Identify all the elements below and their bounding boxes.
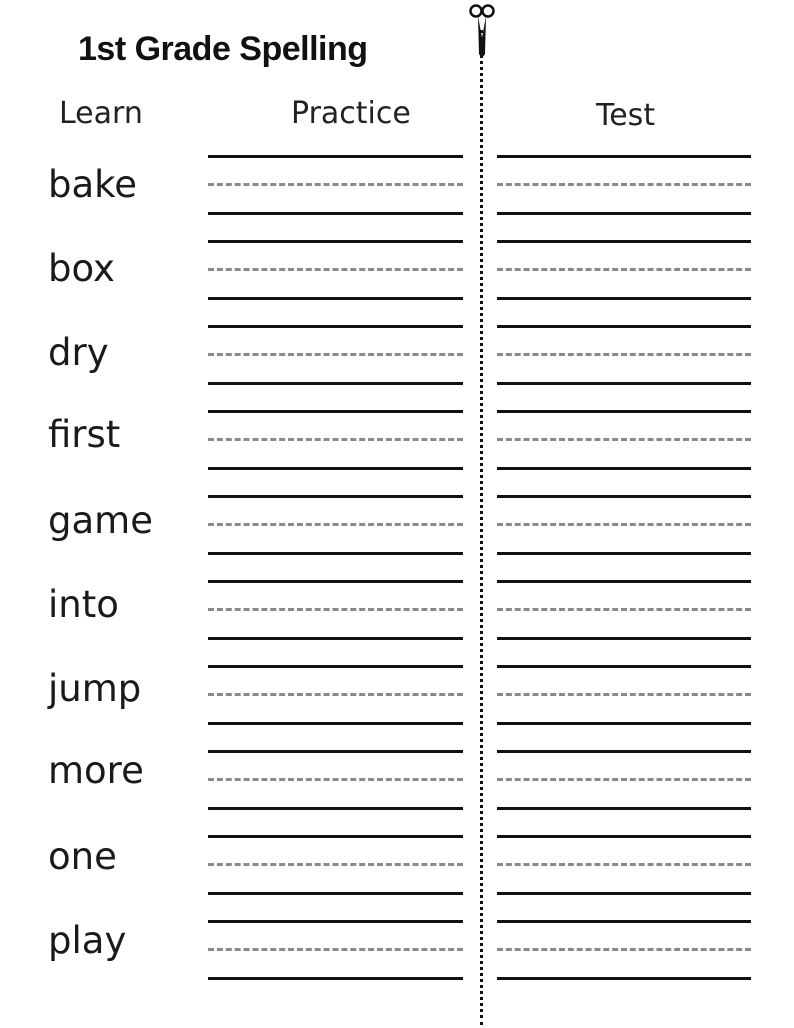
test-base-line bbox=[497, 297, 751, 300]
spelling-word: one bbox=[48, 835, 117, 878]
spelling-word: first bbox=[48, 413, 121, 456]
practice-base-line bbox=[208, 807, 463, 810]
test-mid-line bbox=[497, 948, 751, 951]
spelling-word: dry bbox=[48, 331, 109, 374]
spelling-word: game bbox=[48, 499, 153, 542]
spelling-word: jump bbox=[48, 667, 142, 710]
spelling-word: into bbox=[48, 583, 119, 626]
practice-base-line bbox=[208, 297, 463, 300]
test-base-line bbox=[497, 977, 751, 980]
practice-top-line bbox=[208, 410, 463, 413]
practice-top-line bbox=[208, 240, 463, 243]
practice-top-line bbox=[208, 665, 463, 668]
test-top-line bbox=[497, 410, 751, 413]
practice-top-line bbox=[208, 495, 463, 498]
practice-base-line bbox=[208, 977, 463, 980]
practice-mid-line bbox=[208, 863, 463, 866]
test-mid-line bbox=[497, 608, 751, 611]
practice-mid-line bbox=[208, 438, 463, 441]
test-base-line bbox=[497, 637, 751, 640]
test-mid-line bbox=[497, 693, 751, 696]
practice-mid-line bbox=[208, 523, 463, 526]
test-top-line bbox=[497, 155, 751, 158]
practice-base-line bbox=[208, 637, 463, 640]
practice-mid-line bbox=[208, 183, 463, 186]
spelling-word: bake bbox=[48, 163, 138, 206]
test-mid-line bbox=[497, 863, 751, 866]
practice-top-line bbox=[208, 155, 463, 158]
practice-base-line bbox=[208, 212, 463, 215]
test-base-line bbox=[497, 892, 751, 895]
test-mid-line bbox=[497, 183, 751, 186]
test-mid-line bbox=[497, 523, 751, 526]
test-base-line bbox=[497, 382, 751, 385]
test-base-line bbox=[497, 467, 751, 470]
test-top-line bbox=[497, 920, 751, 923]
practice-top-line bbox=[208, 920, 463, 923]
practice-base-line bbox=[208, 722, 463, 725]
page-title: 1st Grade Spelling bbox=[78, 30, 368, 68]
practice-column-header: Practice bbox=[291, 96, 411, 131]
practice-base-line bbox=[208, 467, 463, 470]
learn-column-header: Learn bbox=[59, 96, 143, 131]
test-top-line bbox=[497, 580, 751, 583]
test-top-line bbox=[497, 835, 751, 838]
test-mid-line bbox=[497, 268, 751, 271]
test-base-line bbox=[497, 212, 751, 215]
test-base-line bbox=[497, 807, 751, 810]
practice-top-line bbox=[208, 325, 463, 328]
practice-top-line bbox=[208, 580, 463, 583]
test-mid-line bbox=[497, 353, 751, 356]
spelling-word: more bbox=[48, 749, 144, 792]
practice-mid-line bbox=[208, 608, 463, 611]
dotted-cut-line bbox=[480, 30, 483, 1025]
practice-mid-line bbox=[208, 268, 463, 271]
test-column-header: Test bbox=[596, 98, 656, 133]
practice-base-line bbox=[208, 892, 463, 895]
practice-base-line bbox=[208, 552, 463, 555]
spelling-word: play bbox=[48, 919, 127, 962]
test-top-line bbox=[497, 750, 751, 753]
test-top-line bbox=[497, 495, 751, 498]
test-top-line bbox=[497, 325, 751, 328]
practice-mid-line bbox=[208, 353, 463, 356]
test-mid-line bbox=[497, 438, 751, 441]
test-mid-line bbox=[497, 778, 751, 781]
practice-mid-line bbox=[208, 693, 463, 696]
practice-mid-line bbox=[208, 778, 463, 781]
test-top-line bbox=[497, 240, 751, 243]
practice-base-line bbox=[208, 382, 463, 385]
test-top-line bbox=[497, 665, 751, 668]
spelling-word: box bbox=[48, 247, 115, 290]
practice-mid-line bbox=[208, 948, 463, 951]
test-base-line bbox=[497, 552, 751, 555]
practice-top-line bbox=[208, 750, 463, 753]
test-base-line bbox=[497, 722, 751, 725]
practice-top-line bbox=[208, 835, 463, 838]
